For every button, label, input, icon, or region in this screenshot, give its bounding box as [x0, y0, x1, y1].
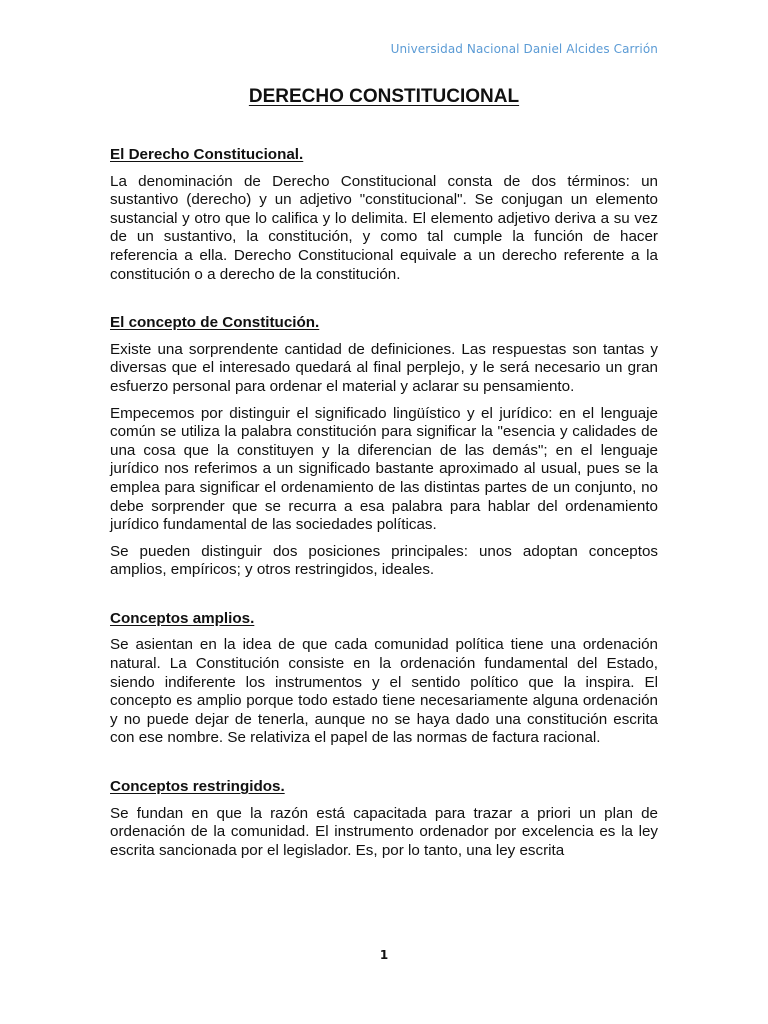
- paragraph: Empecemos por distinguir el significado lingüístico y el jurídico: en el lenguaje común se utiliza la palabra constitución para significar la "esencia y calidades de una cosa que la constituyen y la diferencian de las demás"; en el lenguaje jurídico nos referimos a un significado bastante aproximado al usual, pues se la emplea para significar el ordenamiento de las distintas partes de un conjunto, no debe sorprender que se recurra a esa palabra para hablar del ordenamiento jurídico fundamental de las sociedades políticas.: [110, 404, 658, 534]
- paragraph: Se fundan en que la razón está capacitada para trazar a priori un plan de ordenación de la comunidad. El instrumento ordenador por excelencia es la ley escrita sancionada por el legislador. Es, por lo tanto, una ley escrita: [110, 804, 658, 859]
- paragraph: Se pueden distinguir dos posiciones principales: unos adoptan conceptos amplios, empíricos; y otros restringidos, ideales.: [110, 542, 658, 579]
- document-title: DERECHO CONSTITUCIONAL: [248, 86, 520, 107]
- section-heading: Conceptos restringidos.: [110, 778, 285, 796]
- section-conceptos-amplios: [110, 610, 658, 748]
- running-header: Universidad Nacional Daniel Alcides Carrión: [390, 42, 658, 56]
- section-heading: El concepto de Constitución.: [110, 314, 320, 332]
- paragraph: Existe una sorprendente cantidad de definiciones. Las respuestas son tantas y diversas que el interesado quedará al final perplejo, y le será necesario un gran esfuerzo personal para ordenar el material y aclarar su pensamiento.: [110, 340, 658, 395]
- section-heading: El Derecho Constitucional.: [110, 146, 304, 163]
- section-derecho-constitucional: [110, 146, 658, 284]
- paragraph: La denominación de Derecho Constitucional consta de dos términos: un sustantivo (derecho) y un adjetivo "constitucional". Se conjugan un elemento sustancial y otro que lo califica y lo delimita. El elemento adjetivo deriva a su vez de un sustantivo, la constitución, y como tal cumple la función de hacer referencia a ella. Derecho Constitucional equivale a un derecho referente a la constitución o a derecho de la constitución.: [110, 172, 658, 283]
- document-body: [110, 146, 658, 890]
- section-heading: Conceptos amplios.: [110, 609, 255, 627]
- page-number: 1: [379, 948, 389, 962]
- section-concepto-constitucion: [110, 314, 658, 580]
- section-conceptos-restringidos: [110, 778, 658, 860]
- paragraph: Se asientan en la idea de que cada comunidad política tiene una ordenación natural. La Constitución consiste en la ordenación fundamental del Estado, siendo indiferente los instrumentos y el sentido político que la inspira. El concepto es amplio porque todo estado tiene necesariamente alguna ordenación y no puede dejar de tenerla, aunque no se haya dado una constitución escrita con ese nombre. Se relativiza el papel de las normas de factura racional.: [110, 636, 658, 747]
